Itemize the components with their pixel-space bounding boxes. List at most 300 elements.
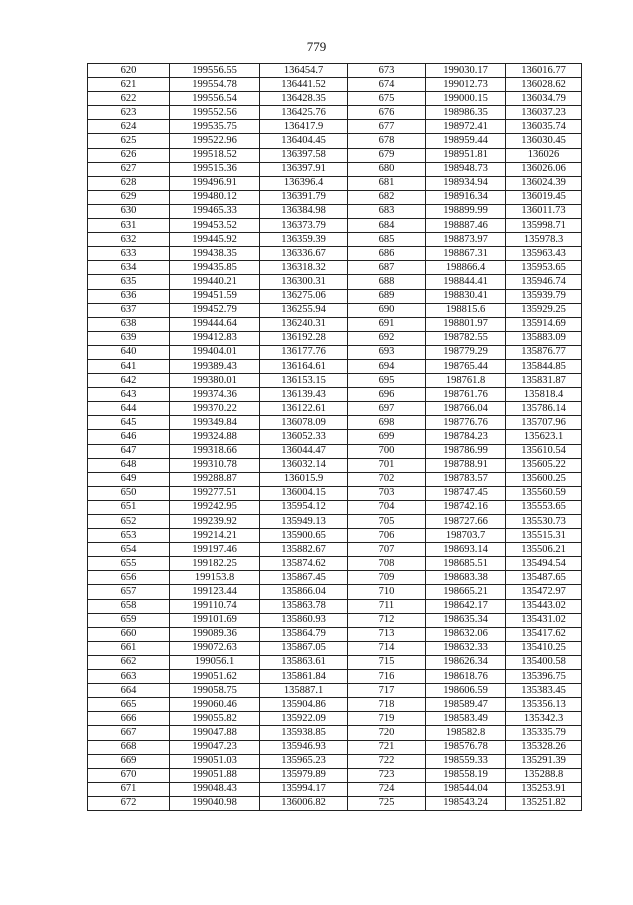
y-coordinate-cell: 135530.73 bbox=[506, 515, 582, 529]
x-coordinate-cell: 199110.74 bbox=[170, 599, 260, 613]
y-coordinate-cell: 135887.1 bbox=[260, 684, 348, 698]
y-coordinate-cell: 135867.05 bbox=[260, 641, 348, 655]
point-number-cell: 650 bbox=[88, 486, 170, 500]
table-row bbox=[88, 684, 582, 698]
x-coordinate-cell: 199012.73 bbox=[426, 78, 506, 92]
x-coordinate-cell: 199404.01 bbox=[170, 345, 260, 359]
y-coordinate-cell: 135883.09 bbox=[506, 331, 582, 345]
y-coordinate-cell: 135867.45 bbox=[260, 571, 348, 585]
point-number-cell: 630 bbox=[88, 204, 170, 218]
x-coordinate-cell: 198544.04 bbox=[426, 782, 506, 796]
x-coordinate-cell: 199324.88 bbox=[170, 430, 260, 444]
y-coordinate-cell: 135904.86 bbox=[260, 698, 348, 712]
y-coordinate-cell: 135253.91 bbox=[506, 782, 582, 796]
table-row bbox=[88, 78, 582, 92]
x-coordinate-cell: 198801.97 bbox=[426, 317, 506, 331]
point-number-cell: 625 bbox=[88, 134, 170, 148]
point-number-cell: 670 bbox=[88, 768, 170, 782]
point-number-cell: 637 bbox=[88, 303, 170, 317]
x-coordinate-cell: 198683.38 bbox=[426, 571, 506, 585]
point-number-cell: 714 bbox=[348, 641, 426, 655]
table-row bbox=[88, 754, 582, 768]
point-number-cell: 674 bbox=[348, 78, 426, 92]
y-coordinate-cell: 135860.93 bbox=[260, 613, 348, 627]
x-coordinate-cell: 199047.88 bbox=[170, 726, 260, 740]
point-number-cell: 669 bbox=[88, 754, 170, 768]
point-number-cell: 672 bbox=[88, 796, 170, 810]
table-row bbox=[88, 641, 582, 655]
table-row bbox=[88, 303, 582, 317]
point-number-cell: 706 bbox=[348, 529, 426, 543]
y-coordinate-cell: 135861.84 bbox=[260, 670, 348, 684]
y-coordinate-cell: 136441.52 bbox=[260, 78, 348, 92]
point-number-cell: 707 bbox=[348, 543, 426, 557]
x-coordinate-cell: 199277.51 bbox=[170, 486, 260, 500]
x-coordinate-cell: 199058.75 bbox=[170, 684, 260, 698]
y-coordinate-cell: 135472.97 bbox=[506, 585, 582, 599]
table-row bbox=[88, 345, 582, 359]
x-coordinate-cell: 198559.33 bbox=[426, 754, 506, 768]
y-coordinate-cell: 136373.79 bbox=[260, 219, 348, 233]
y-coordinate-cell: 136454.7 bbox=[260, 64, 348, 78]
x-coordinate-cell: 199374.36 bbox=[170, 388, 260, 402]
y-coordinate-cell: 135882.67 bbox=[260, 543, 348, 557]
point-number-cell: 632 bbox=[88, 233, 170, 247]
y-coordinate-cell: 135487.65 bbox=[506, 571, 582, 585]
x-coordinate-cell: 198543.24 bbox=[426, 796, 506, 810]
x-coordinate-cell: 199349.84 bbox=[170, 416, 260, 430]
point-number-cell: 647 bbox=[88, 444, 170, 458]
point-number-cell: 622 bbox=[88, 92, 170, 106]
table-row bbox=[88, 599, 582, 613]
point-number-cell: 697 bbox=[348, 402, 426, 416]
point-number-cell: 628 bbox=[88, 176, 170, 190]
table-row bbox=[88, 176, 582, 190]
point-number-cell: 716 bbox=[348, 670, 426, 684]
x-coordinate-cell: 198765.44 bbox=[426, 359, 506, 373]
x-coordinate-cell: 199051.88 bbox=[170, 768, 260, 782]
y-coordinate-cell: 136139.43 bbox=[260, 388, 348, 402]
x-coordinate-cell: 198784.23 bbox=[426, 430, 506, 444]
point-number-cell: 688 bbox=[348, 275, 426, 289]
x-coordinate-cell: 198583.49 bbox=[426, 712, 506, 726]
x-coordinate-cell: 199101.69 bbox=[170, 613, 260, 627]
x-coordinate-cell: 198959.44 bbox=[426, 134, 506, 148]
x-coordinate-cell: 198844.41 bbox=[426, 275, 506, 289]
y-coordinate-cell: 135356.13 bbox=[506, 698, 582, 712]
point-number-cell: 664 bbox=[88, 684, 170, 698]
table-row bbox=[88, 402, 582, 416]
x-coordinate-cell: 198618.76 bbox=[426, 670, 506, 684]
table-row bbox=[88, 162, 582, 176]
x-coordinate-cell: 199055.82 bbox=[170, 712, 260, 726]
x-coordinate-cell: 199412.83 bbox=[170, 331, 260, 345]
y-coordinate-cell: 136011.73 bbox=[506, 204, 582, 218]
x-coordinate-cell: 198582.8 bbox=[426, 726, 506, 740]
x-coordinate-cell: 198815.6 bbox=[426, 303, 506, 317]
y-coordinate-cell: 135922.09 bbox=[260, 712, 348, 726]
x-coordinate-cell: 199072.63 bbox=[170, 641, 260, 655]
x-coordinate-cell: 198779.29 bbox=[426, 345, 506, 359]
point-number-cell: 644 bbox=[88, 402, 170, 416]
y-coordinate-cell: 135946.93 bbox=[260, 740, 348, 754]
point-number-cell: 694 bbox=[348, 359, 426, 373]
point-number-cell: 679 bbox=[348, 148, 426, 162]
x-coordinate-cell: 199197.46 bbox=[170, 543, 260, 557]
y-coordinate-cell: 135818.4 bbox=[506, 388, 582, 402]
table-row bbox=[88, 148, 582, 162]
x-coordinate-cell: 198866.4 bbox=[426, 261, 506, 275]
point-number-cell: 715 bbox=[348, 655, 426, 669]
y-coordinate-cell: 136052.33 bbox=[260, 430, 348, 444]
table-row bbox=[88, 444, 582, 458]
y-coordinate-cell: 135506.21 bbox=[506, 543, 582, 557]
x-coordinate-cell: 198916.34 bbox=[426, 190, 506, 204]
y-coordinate-cell: 135251.82 bbox=[506, 796, 582, 810]
y-coordinate-cell: 135383.45 bbox=[506, 684, 582, 698]
y-coordinate-cell: 135707.96 bbox=[506, 416, 582, 430]
point-number-cell: 655 bbox=[88, 557, 170, 571]
point-number-cell: 684 bbox=[348, 219, 426, 233]
y-coordinate-cell: 135605.22 bbox=[506, 458, 582, 472]
table-row bbox=[88, 331, 582, 345]
y-coordinate-cell: 136044.47 bbox=[260, 444, 348, 458]
x-coordinate-cell: 198742.16 bbox=[426, 500, 506, 514]
table-row bbox=[88, 726, 582, 740]
point-number-cell: 673 bbox=[348, 64, 426, 78]
point-number-cell: 631 bbox=[88, 219, 170, 233]
point-number-cell: 656 bbox=[88, 571, 170, 585]
x-coordinate-cell: 199444.64 bbox=[170, 317, 260, 331]
y-coordinate-cell: 136391.79 bbox=[260, 190, 348, 204]
table-row bbox=[88, 655, 582, 669]
x-coordinate-cell: 199465.33 bbox=[170, 204, 260, 218]
point-number-cell: 638 bbox=[88, 317, 170, 331]
point-number-cell: 722 bbox=[348, 754, 426, 768]
x-coordinate-cell: 198867.31 bbox=[426, 247, 506, 261]
x-coordinate-cell: 199000.15 bbox=[426, 92, 506, 106]
table-row bbox=[88, 359, 582, 373]
y-coordinate-cell: 135978.3 bbox=[506, 233, 582, 247]
table-row bbox=[88, 458, 582, 472]
y-coordinate-cell: 135979.89 bbox=[260, 768, 348, 782]
point-number-cell: 698 bbox=[348, 416, 426, 430]
point-number-cell: 699 bbox=[348, 430, 426, 444]
table-row bbox=[88, 670, 582, 684]
point-number-cell: 710 bbox=[348, 585, 426, 599]
x-coordinate-cell: 199089.36 bbox=[170, 627, 260, 641]
point-number-cell: 658 bbox=[88, 599, 170, 613]
table-row bbox=[88, 416, 582, 430]
y-coordinate-cell: 135410.25 bbox=[506, 641, 582, 655]
y-coordinate-cell: 136028.62 bbox=[506, 78, 582, 92]
x-coordinate-cell: 199556.54 bbox=[170, 92, 260, 106]
point-number-cell: 675 bbox=[348, 92, 426, 106]
y-coordinate-cell: 135914.69 bbox=[506, 317, 582, 331]
y-coordinate-cell: 135610.54 bbox=[506, 444, 582, 458]
point-number-cell: 667 bbox=[88, 726, 170, 740]
point-number-cell: 626 bbox=[88, 148, 170, 162]
y-coordinate-cell: 136384.98 bbox=[260, 204, 348, 218]
x-coordinate-cell: 199445.92 bbox=[170, 233, 260, 247]
table-row bbox=[88, 557, 582, 571]
table-row bbox=[88, 134, 582, 148]
x-coordinate-cell: 199214.21 bbox=[170, 529, 260, 543]
x-coordinate-cell: 199452.79 bbox=[170, 303, 260, 317]
x-coordinate-cell: 198783.57 bbox=[426, 472, 506, 486]
point-number-cell: 718 bbox=[348, 698, 426, 712]
table-row bbox=[88, 388, 582, 402]
x-coordinate-cell: 199048.43 bbox=[170, 782, 260, 796]
x-coordinate-cell: 199496.91 bbox=[170, 176, 260, 190]
point-number-cell: 663 bbox=[88, 670, 170, 684]
point-number-cell: 635 bbox=[88, 275, 170, 289]
y-coordinate-cell: 135864.79 bbox=[260, 627, 348, 641]
y-coordinate-cell: 136035.74 bbox=[506, 120, 582, 134]
x-coordinate-cell: 199153.8 bbox=[170, 571, 260, 585]
point-number-cell: 668 bbox=[88, 740, 170, 754]
table-row bbox=[88, 92, 582, 106]
table-row bbox=[88, 698, 582, 712]
y-coordinate-cell: 135431.02 bbox=[506, 613, 582, 627]
point-number-cell: 713 bbox=[348, 627, 426, 641]
x-coordinate-cell: 198934.94 bbox=[426, 176, 506, 190]
point-number-cell: 691 bbox=[348, 317, 426, 331]
y-coordinate-cell: 135900.65 bbox=[260, 529, 348, 543]
point-number-cell: 653 bbox=[88, 529, 170, 543]
table-row bbox=[88, 317, 582, 331]
y-coordinate-cell: 136006.82 bbox=[260, 796, 348, 810]
point-number-cell: 643 bbox=[88, 388, 170, 402]
y-coordinate-cell: 135786.14 bbox=[506, 402, 582, 416]
point-number-cell: 701 bbox=[348, 458, 426, 472]
point-number-cell: 686 bbox=[348, 247, 426, 261]
table-row bbox=[88, 613, 582, 627]
x-coordinate-cell: 199435.85 bbox=[170, 261, 260, 275]
point-number-cell: 649 bbox=[88, 472, 170, 486]
coordinates-table-body bbox=[88, 64, 582, 811]
x-coordinate-cell: 199030.17 bbox=[426, 64, 506, 78]
x-coordinate-cell: 198830.41 bbox=[426, 289, 506, 303]
point-number-cell: 717 bbox=[348, 684, 426, 698]
point-number-cell: 652 bbox=[88, 515, 170, 529]
y-coordinate-cell: 135946.74 bbox=[506, 275, 582, 289]
y-coordinate-cell: 136015.9 bbox=[260, 472, 348, 486]
point-number-cell: 676 bbox=[348, 106, 426, 120]
x-coordinate-cell: 199051.62 bbox=[170, 670, 260, 684]
table-row bbox=[88, 500, 582, 514]
x-coordinate-cell: 198635.34 bbox=[426, 613, 506, 627]
x-coordinate-cell: 198948.73 bbox=[426, 162, 506, 176]
x-coordinate-cell: 199480.12 bbox=[170, 190, 260, 204]
point-number-cell: 703 bbox=[348, 486, 426, 500]
table-row bbox=[88, 712, 582, 726]
x-coordinate-cell: 199451.59 bbox=[170, 289, 260, 303]
y-coordinate-cell: 135876.77 bbox=[506, 345, 582, 359]
table-row bbox=[88, 261, 582, 275]
x-coordinate-cell: 199318.66 bbox=[170, 444, 260, 458]
table-row bbox=[88, 247, 582, 261]
y-coordinate-cell: 136153.15 bbox=[260, 374, 348, 388]
y-coordinate-cell: 135938.85 bbox=[260, 726, 348, 740]
y-coordinate-cell: 135998.71 bbox=[506, 219, 582, 233]
point-number-cell: 702 bbox=[348, 472, 426, 486]
point-number-cell: 690 bbox=[348, 303, 426, 317]
table-row bbox=[88, 233, 582, 247]
y-coordinate-cell: 135994.17 bbox=[260, 782, 348, 796]
x-coordinate-cell: 198727.66 bbox=[426, 515, 506, 529]
x-coordinate-cell: 198693.14 bbox=[426, 543, 506, 557]
y-coordinate-cell: 135443.02 bbox=[506, 599, 582, 613]
y-coordinate-cell: 136425.76 bbox=[260, 106, 348, 120]
y-coordinate-cell: 136164.61 bbox=[260, 359, 348, 373]
y-coordinate-cell: 136030.45 bbox=[506, 134, 582, 148]
point-number-cell: 642 bbox=[88, 374, 170, 388]
x-coordinate-cell: 199552.56 bbox=[170, 106, 260, 120]
y-coordinate-cell: 135291.39 bbox=[506, 754, 582, 768]
y-coordinate-cell: 136177.76 bbox=[260, 345, 348, 359]
y-coordinate-cell: 135396.75 bbox=[506, 670, 582, 684]
point-number-cell: 683 bbox=[348, 204, 426, 218]
x-coordinate-cell: 199440.21 bbox=[170, 275, 260, 289]
table-row bbox=[88, 289, 582, 303]
x-coordinate-cell: 199123.44 bbox=[170, 585, 260, 599]
table-row bbox=[88, 120, 582, 134]
y-coordinate-cell: 135600.25 bbox=[506, 472, 582, 486]
y-coordinate-cell: 135874.62 bbox=[260, 557, 348, 571]
y-coordinate-cell: 136192.28 bbox=[260, 331, 348, 345]
point-number-cell: 651 bbox=[88, 500, 170, 514]
y-coordinate-cell: 135288.8 bbox=[506, 768, 582, 782]
x-coordinate-cell: 198761.76 bbox=[426, 388, 506, 402]
point-number-cell: 677 bbox=[348, 120, 426, 134]
table-row bbox=[88, 543, 582, 557]
point-number-cell: 660 bbox=[88, 627, 170, 641]
y-coordinate-cell: 135949.13 bbox=[260, 515, 348, 529]
point-number-cell: 678 bbox=[348, 134, 426, 148]
x-coordinate-cell: 198626.34 bbox=[426, 655, 506, 669]
x-coordinate-cell: 199518.52 bbox=[170, 148, 260, 162]
point-number-cell: 621 bbox=[88, 78, 170, 92]
y-coordinate-cell: 136359.39 bbox=[260, 233, 348, 247]
y-coordinate-cell: 135844.85 bbox=[506, 359, 582, 373]
x-coordinate-cell: 199453.52 bbox=[170, 219, 260, 233]
y-coordinate-cell: 135342.3 bbox=[506, 712, 582, 726]
x-coordinate-cell: 198747.45 bbox=[426, 486, 506, 500]
point-number-cell: 721 bbox=[348, 740, 426, 754]
point-number-cell: 657 bbox=[88, 585, 170, 599]
x-coordinate-cell: 198642.17 bbox=[426, 599, 506, 613]
x-coordinate-cell: 198887.46 bbox=[426, 219, 506, 233]
point-number-cell: 695 bbox=[348, 374, 426, 388]
point-number-cell: 693 bbox=[348, 345, 426, 359]
y-coordinate-cell: 136255.94 bbox=[260, 303, 348, 317]
table-row bbox=[88, 275, 582, 289]
x-coordinate-cell: 199438.35 bbox=[170, 247, 260, 261]
y-coordinate-cell: 135929.25 bbox=[506, 303, 582, 317]
point-number-cell: 624 bbox=[88, 120, 170, 134]
y-coordinate-cell: 135515.31 bbox=[506, 529, 582, 543]
x-coordinate-cell: 198766.04 bbox=[426, 402, 506, 416]
point-number-cell: 654 bbox=[88, 543, 170, 557]
point-number-cell: 682 bbox=[348, 190, 426, 204]
y-coordinate-cell: 135494.54 bbox=[506, 557, 582, 571]
x-coordinate-cell: 199515.36 bbox=[170, 162, 260, 176]
table-row bbox=[88, 190, 582, 204]
coordinates-table bbox=[87, 63, 582, 811]
y-coordinate-cell: 136417.9 bbox=[260, 120, 348, 134]
x-coordinate-cell: 198986.35 bbox=[426, 106, 506, 120]
x-coordinate-cell: 199380.01 bbox=[170, 374, 260, 388]
y-coordinate-cell: 135939.79 bbox=[506, 289, 582, 303]
table-row bbox=[88, 529, 582, 543]
point-number-cell: 709 bbox=[348, 571, 426, 585]
table-row bbox=[88, 796, 582, 810]
y-coordinate-cell: 135560.59 bbox=[506, 486, 582, 500]
y-coordinate-cell: 135623.1 bbox=[506, 430, 582, 444]
x-coordinate-cell: 198951.81 bbox=[426, 148, 506, 162]
x-coordinate-cell: 199522.96 bbox=[170, 134, 260, 148]
x-coordinate-cell: 199040.98 bbox=[170, 796, 260, 810]
x-coordinate-cell: 198685.51 bbox=[426, 557, 506, 571]
x-coordinate-cell: 199370.22 bbox=[170, 402, 260, 416]
table-row bbox=[88, 627, 582, 641]
point-number-cell: 680 bbox=[348, 162, 426, 176]
table-row bbox=[88, 740, 582, 754]
y-coordinate-cell: 135553.65 bbox=[506, 500, 582, 514]
x-coordinate-cell: 198589.47 bbox=[426, 698, 506, 712]
point-number-cell: 633 bbox=[88, 247, 170, 261]
point-number-cell: 704 bbox=[348, 500, 426, 514]
x-coordinate-cell: 198972.41 bbox=[426, 120, 506, 134]
point-number-cell: 700 bbox=[348, 444, 426, 458]
x-coordinate-cell: 198632.06 bbox=[426, 627, 506, 641]
y-coordinate-cell: 135400.58 bbox=[506, 655, 582, 669]
y-coordinate-cell: 135335.79 bbox=[506, 726, 582, 740]
y-coordinate-cell: 135831.87 bbox=[506, 374, 582, 388]
point-number-cell: 666 bbox=[88, 712, 170, 726]
table-row bbox=[88, 204, 582, 218]
y-coordinate-cell: 135417.62 bbox=[506, 627, 582, 641]
y-coordinate-cell: 136336.67 bbox=[260, 247, 348, 261]
x-coordinate-cell: 198576.78 bbox=[426, 740, 506, 754]
point-number-cell: 646 bbox=[88, 430, 170, 444]
y-coordinate-cell: 136240.31 bbox=[260, 317, 348, 331]
y-coordinate-cell: 136026.06 bbox=[506, 162, 582, 176]
point-number-cell: 720 bbox=[348, 726, 426, 740]
table-row bbox=[88, 374, 582, 388]
y-coordinate-cell: 136397.58 bbox=[260, 148, 348, 162]
table-row bbox=[88, 768, 582, 782]
point-number-cell: 661 bbox=[88, 641, 170, 655]
table-row bbox=[88, 486, 582, 500]
x-coordinate-cell: 198899.99 bbox=[426, 204, 506, 218]
point-number-cell: 641 bbox=[88, 359, 170, 373]
point-number-cell: 705 bbox=[348, 515, 426, 529]
page-number: 779 bbox=[306, 39, 327, 54]
point-number-cell: 725 bbox=[348, 796, 426, 810]
point-number-cell: 719 bbox=[348, 712, 426, 726]
table-row bbox=[88, 64, 582, 78]
y-coordinate-cell: 136019.45 bbox=[506, 190, 582, 204]
table-row bbox=[88, 515, 582, 529]
point-number-cell: 627 bbox=[88, 162, 170, 176]
point-number-cell: 687 bbox=[348, 261, 426, 275]
y-coordinate-cell: 135863.61 bbox=[260, 655, 348, 669]
point-number-cell: 645 bbox=[88, 416, 170, 430]
x-coordinate-cell: 199535.75 bbox=[170, 120, 260, 134]
x-coordinate-cell: 199239.92 bbox=[170, 515, 260, 529]
